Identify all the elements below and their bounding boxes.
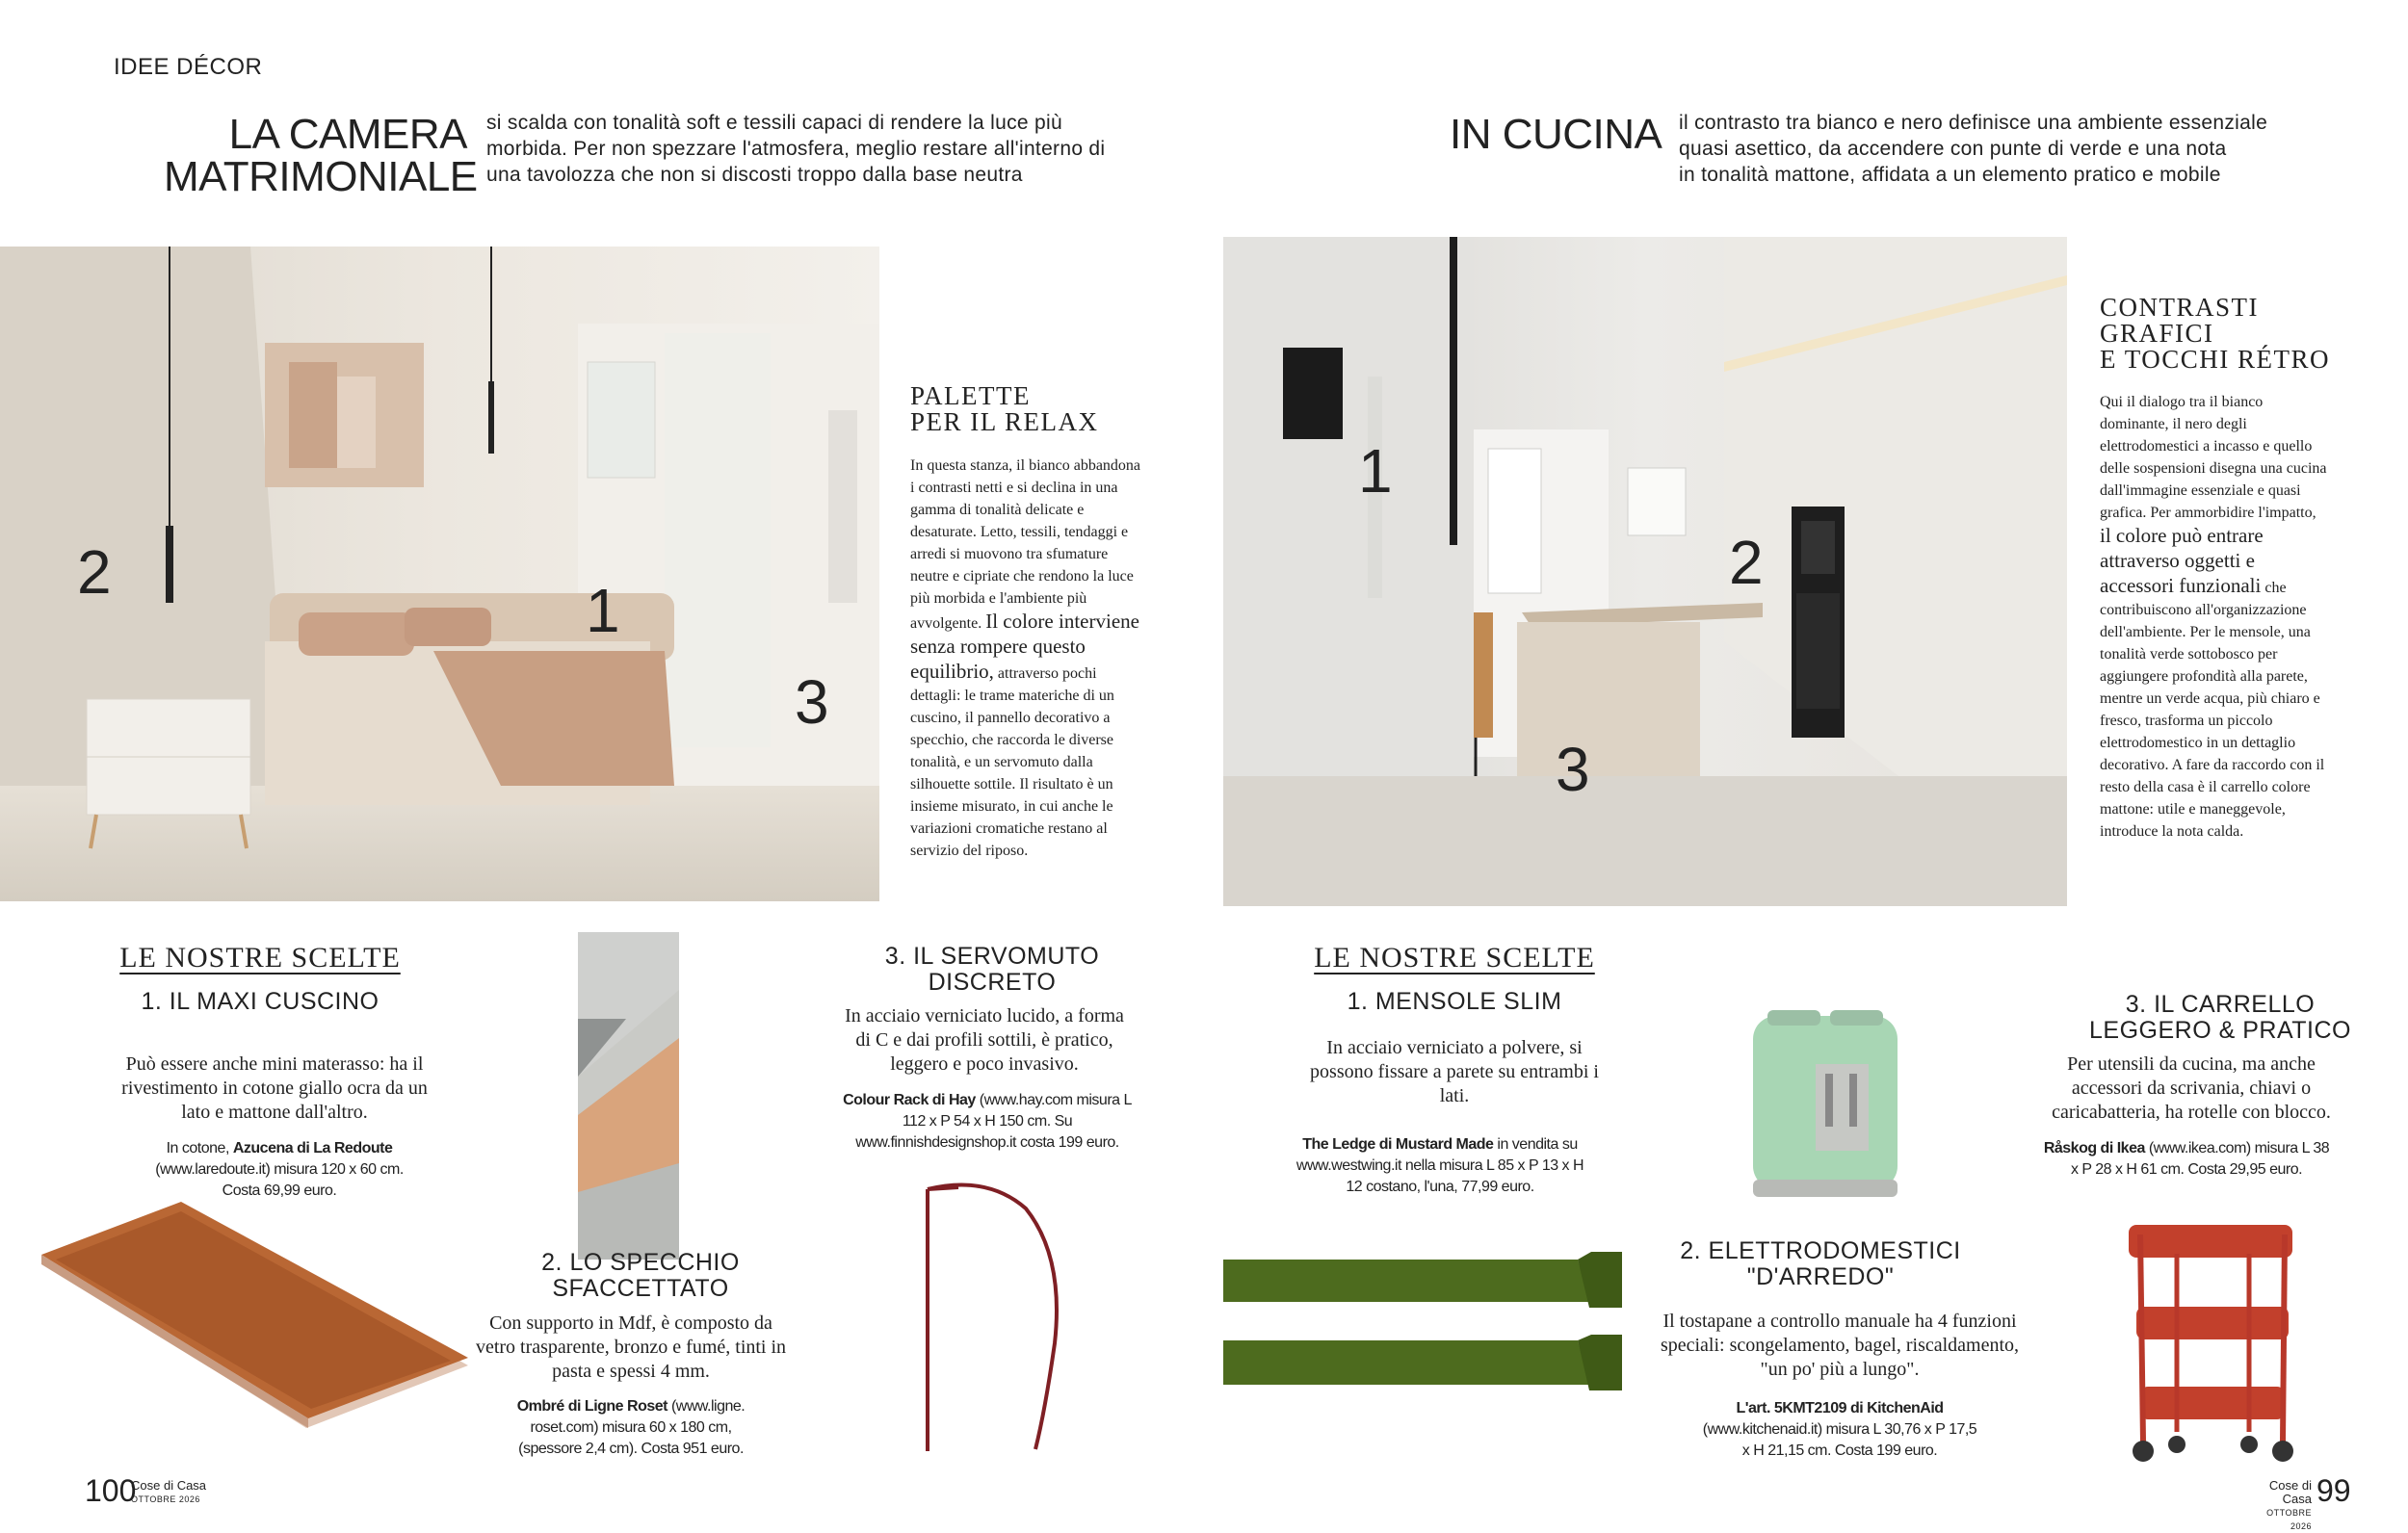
product-reference [501, 1396, 761, 1460]
palette-heading [910, 383, 1161, 435]
magazine-footer [2244, 1479, 2312, 1533]
bedroom-intro [486, 110, 1122, 188]
palette-body [910, 455, 1141, 862]
contrasti-body-text: che contribuiscono all'organizzazione dell'ambiente. Per le mensole, una tonalità verde sottobosco per aggiungere profondità alla parete, mentre un verde acqua, più chiaro e fresco, trasforma un piccolo elettrodomestico in un dettaglio decorativo. A fare da raccordo con il resto della casa è il carrello colore mattone: utile e maneggevole, introduce la nota calda. [2100, 580, 2325, 840]
bedroom-title-line1: LA CAMERA [228, 111, 467, 158]
magazine-issue: OTTOBRE 2026 [131, 1494, 200, 1504]
magazine-issue: OTTOBRE 2026 [2266, 1508, 2312, 1531]
product-ref-text: (www.ligne. roset.com) misura 60 x 180 cm, (spessore 2,4 cm). Costa 951 euro. [518, 1398, 746, 1457]
product-title-line: "D'ARREDO" [1746, 1263, 1895, 1290]
product-ref-text: in vendita su www.westwing.it nella misura L 85 x P 13 x H 12 costano, l'una, 77,99 euro. [1296, 1136, 1584, 1195]
product-description: Può essere anche mini materasso: ha il rivestimento in cotone giallo ocra da un lato e mattone dall'altro. [121, 1053, 428, 1123]
product-brand: The Ledge di Mustard Made [1302, 1136, 1494, 1153]
contrasti-body [2100, 391, 2331, 843]
cushion-image [37, 1202, 470, 1433]
product-title-line: 2. LO SPECCHIO [541, 1249, 740, 1276]
palette-body-text: In questa stanza, il bianco abbandona i contrasti netti e si declina in una gamma di tonalità delicate e desaturate. Letto, tessili, tendaggi e arredi si muovono tra sfumature neutre e cipriate che rendono la luce più morbida e l'ambiente più avvolgente. [910, 457, 1141, 632]
product-brand: L'art. 5KMT2109 di KitchenAid [1736, 1400, 1944, 1416]
product-reference [1700, 1398, 1979, 1462]
bedroom-title-line2: MATRIMONIALE [164, 153, 478, 200]
contrasti-heading [2100, 295, 2369, 373]
kitchen-title: IN CUCINA [1450, 111, 1662, 158]
product-reference [843, 1090, 1132, 1154]
bedroom-photo [0, 247, 879, 901]
bedroom-title [164, 111, 478, 200]
product-title [2061, 992, 2379, 1044]
mirror-image [578, 932, 679, 1260]
product-reference [1296, 1134, 1584, 1198]
magazine-footer [131, 1479, 206, 1506]
trolley-image [2119, 1215, 2312, 1468]
product-ref-text: (www.kitchenaid.it) misura L 30,76 x P 17,5 x H 21,15 cm. Costa 199 euro. [1702, 1421, 1977, 1459]
kitchen-photo-number: 3 [1556, 735, 1590, 804]
product-description: Il tostapane a controllo manuale ha 4 funzioni speciali: scongelamento, bagel, riscaldamento, "un po' più a lungo". [1660, 1311, 2020, 1380]
contrasti-heading-line: E TOCCHI RÉTRO [2100, 345, 2331, 374]
product-ref-text: In cotone, [166, 1140, 229, 1156]
contrasti-heading-line: CONTRASTI [2100, 293, 2260, 322]
product-title-line: DISCRETO [928, 969, 1057, 996]
kitchen-intro-line: quasi asettico, da accendere con punte di verde e una nota [1679, 138, 2227, 160]
toaster-image [1743, 1006, 1907, 1204]
product-brand: Azucena di La Redoute [232, 1140, 393, 1156]
product-ref-text: (www.laredoute.it) misura 120 x 60 cm. Costa 69,99 euro. [155, 1161, 404, 1199]
kitchen-photo [1223, 237, 2067, 906]
product-title: 1. IL MAXI CUSCINO [141, 988, 380, 1015]
product-brand: Colour Rack di Hay [843, 1092, 976, 1108]
page-number: 99 [2316, 1473, 2351, 1508]
product-title-line: 3. IL SERVOMUTO [884, 943, 1100, 970]
contrasti-body-text: Qui il dialogo tra il bianco dominante, il nero degli elettrodomestici a incasso e quello delle sospensioni disegna una cucina dall'immagine essenziale e quasi grafica. Per ammorbidire l'impatto, [2100, 394, 2327, 521]
product-ref-text: (www.hay.com misura L 112 x P 54 x H 150 cm. Su www.finnishdesignshop.it costa 199 euro. [855, 1092, 1132, 1151]
product-description: Per utensili da cucina, ma anche accessori da scrivania, chiavi o caricabatteria, ha rotelle con blocco. [2052, 1053, 2331, 1123]
kitchen-intro-line: il contrasto tra bianco e nero definisce una ambiente essenziale [1679, 112, 2268, 134]
product-title-line: 3. IL CARRELLO [2125, 991, 2316, 1018]
product-reference [2042, 1138, 2331, 1181]
product-title [848, 944, 1137, 996]
left-choices-heading: LE NOSTRE SCELTE [119, 942, 401, 974]
shelves-image [1221, 1252, 1626, 1396]
palette-body-text: attraverso pochi dettagli: le trame materiche di un cuscino, il pannello decorativo a specchio, che raccorda le diverse tonalità, e un servomuto dalla silhouette sottile. Il risultato è un insieme misurato, in cui anche le variazioni cromatiche restano al servizio del riposo. [910, 665, 1114, 859]
contrasti-body-highlight: il colore può entrare attraverso oggetti e accessori funzionali [2100, 524, 2264, 597]
kitchen-photo-number: 1 [1358, 436, 1393, 506]
bedroom-photo-number: 3 [795, 667, 829, 737]
valet-rack-image [920, 1180, 1064, 1459]
kitchen-intro-line: in tonalità mattone, affidata a un elemento pratico e mobile [1679, 164, 2221, 186]
page-number: 100 [85, 1473, 137, 1508]
product-ref-text: (www.ikea.com) misura L 38 x P 28 x H 61 cm. Costa 29,95 euro. [2070, 1140, 2330, 1178]
palette-body-highlight: Il colore interviene senza rompere questo equilibrio, [910, 610, 1139, 683]
product-description: In acciaio verniciato a polvere, si possono fissare a parete su entrambi i lati. [1310, 1037, 1599, 1106]
product-title [501, 1250, 780, 1302]
bedroom-intro-line: una tavolozza che non si discosti troppo dalla base neutra [486, 164, 1023, 186]
magazine-name: Cose di Casa [131, 1478, 207, 1493]
bedroom-photo-number: 2 [77, 537, 112, 607]
product-title-line: LEGGERO & PRATICO [2089, 1017, 2351, 1044]
section-kicker: IDEE DÉCOR [114, 54, 263, 80]
kitchen-photo-number: 2 [1729, 528, 1764, 597]
bedroom-intro-line: si scalda con tonalità soft e tessili capaci di rendere la luce più [486, 112, 1062, 134]
product-reference [135, 1138, 424, 1202]
product-title-line: SFACCETTATO [552, 1275, 729, 1302]
right-choices-heading: LE NOSTRE SCELTE [1314, 942, 1595, 974]
palette-heading-line: PER IL RELAX [910, 407, 1099, 436]
bedroom-intro-line: morbida. Per non spezzare l'atmosfera, meglio restare all'interno di [486, 138, 1106, 160]
product-title [1666, 1238, 1975, 1290]
product-description: In acciaio verniciato lucido, a forma di C e dai profili sottili, è pratico, leggero e poco invasivo. [845, 1005, 1124, 1075]
product-brand: Ombré di Ligne Roset [516, 1398, 667, 1415]
product-title-line: 2. ELETTRODOMESTICI [1680, 1237, 1961, 1264]
kitchen-intro [1679, 110, 2276, 188]
product-description: Con supporto in Mdf, è composto da vetro trasparente, bronzo e fumé, tinti in pasta e spessi 4 mm. [475, 1312, 787, 1382]
contrasti-heading-line: GRAFICI [2100, 319, 2214, 348]
bedroom-photo-number: 1 [586, 576, 620, 645]
product-title: 1. MENSOLE SLIM [1347, 988, 1562, 1015]
palette-heading-line: PALETTE [910, 381, 1031, 410]
product-brand: Råskog di Ikea [2043, 1140, 2145, 1156]
magazine-name: Cose di Casa [2268, 1478, 2312, 1506]
